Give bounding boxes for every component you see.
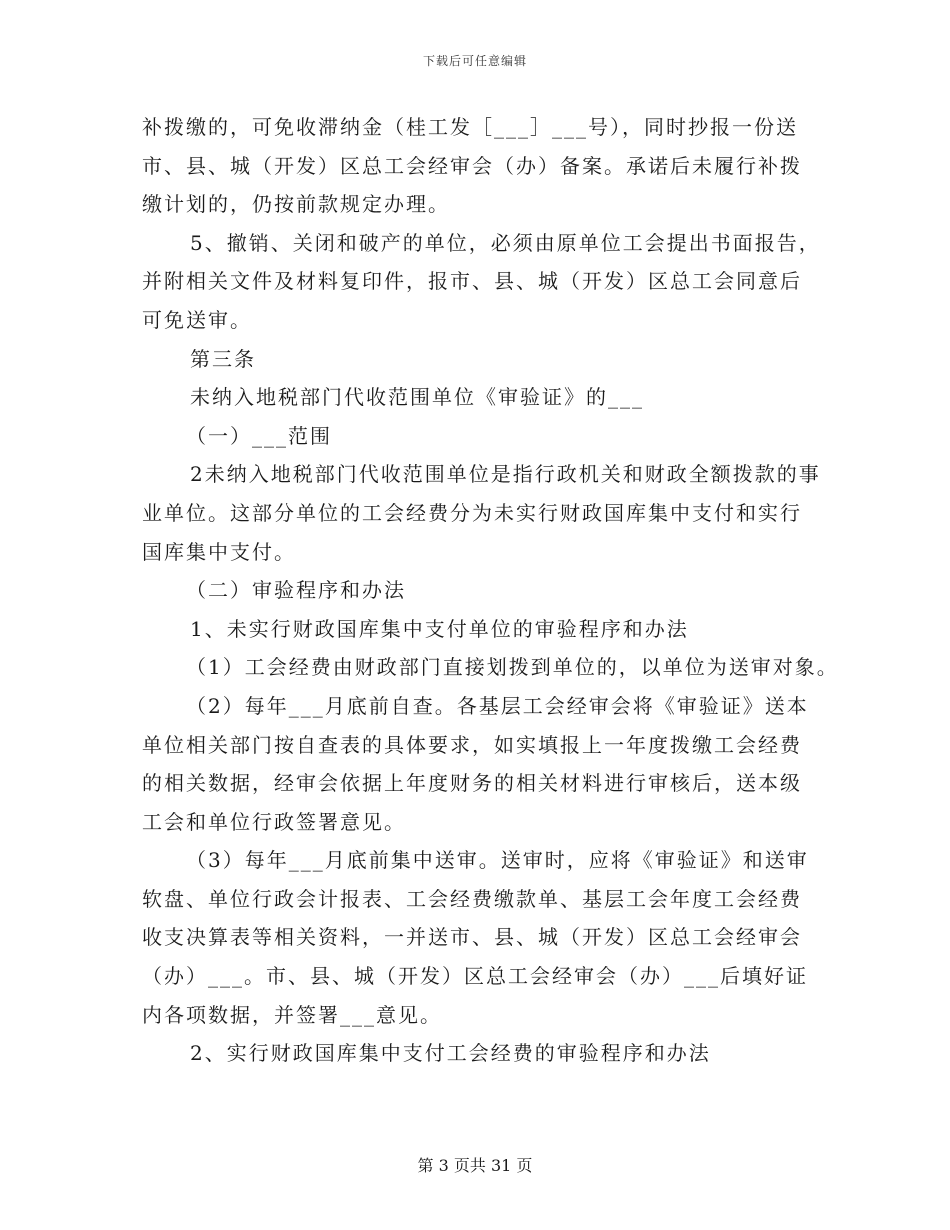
paragraph-line: 1、未实行财政国库集中支付单位的审验程序和办法 [190, 616, 689, 641]
paragraph-line: 市、县、城（开发）区总工会经审会（办）备案。承诺后未履行补拨 [142, 153, 802, 178]
paragraph-line: 可免送审。 [142, 307, 252, 332]
paragraph-line: 国库集中支付。 [142, 539, 296, 564]
paragraph-line: 5、撤销、关闭和破产的单位，必须由原单位工会提出书面报告， [190, 230, 821, 255]
paragraph-line: （办）___。市、县、城（开发）区总工会经审会（办）___后填好证 [142, 964, 808, 989]
section-heading: 未纳入地税部门代收范围单位《审验证》的___ [190, 385, 644, 410]
paragraph-line: 的相关数据，经审会依据上年度财务的相关材料进行审核后，送本级 [142, 771, 802, 796]
paragraph-line: 2、实行财政国库集中支付工会经费的审验程序和办法 [190, 1041, 711, 1066]
paragraph-line: （2）每年___月底前自查。各基层工会经审会将《审验证》送本 [186, 693, 809, 718]
paragraph-line: 补拨缴的，可免收滞纳金（桂工发［___］___号），同时抄报一份送 [142, 115, 798, 139]
paragraph-line: 单位相关部门按自查表的具体要求，如实填报上一年度拨缴工会经费 [142, 732, 802, 757]
paragraph-line: 2未纳入地税部门代收范围单位是指行政机关和财政全额拨款的事 [190, 462, 821, 487]
page-header-note: 下载后可任意编辑 [422, 54, 527, 68]
paragraph-line: 软盘、单位行政会计报表、工会经费缴款单、基层工会年度工会经费 [142, 886, 802, 911]
page-number: 第 3 页共 31 页 [417, 1156, 533, 1175]
paragraph-line: （1）工会经费由财政部门直接划拨到单位的，以单位为送审对象。 [186, 655, 839, 680]
document-body [142, 108, 839, 1073]
paragraph-line: 业单位。这部分单位的工会经费分为未实行财政国库集中支付和实行 [142, 500, 802, 525]
article-heading: 第三条 [190, 346, 256, 371]
subsection-heading: （二）审验程序和办法 [186, 578, 406, 603]
paragraph-line: 内各项数据，并签署___意见。 [142, 1002, 442, 1027]
paragraph-line: 缴计划的，仍按前款规定办理。 [142, 192, 450, 217]
paragraph-line: 工会和单位行政签署意见。 [142, 809, 406, 834]
paragraph-line: 收支决算表等相关资料，一并送市、县、城（开发）区总工会经审会 [142, 925, 802, 950]
subsection-heading: （一）___范围 [186, 423, 332, 448]
paragraph-line: 并附相关文件及材料复印件，报市、县、城（开发）区总工会同意后 [142, 269, 802, 294]
paragraph-line: （3）每年___月底前集中送审。送审时，应将《审验证》和送审 [186, 848, 809, 873]
